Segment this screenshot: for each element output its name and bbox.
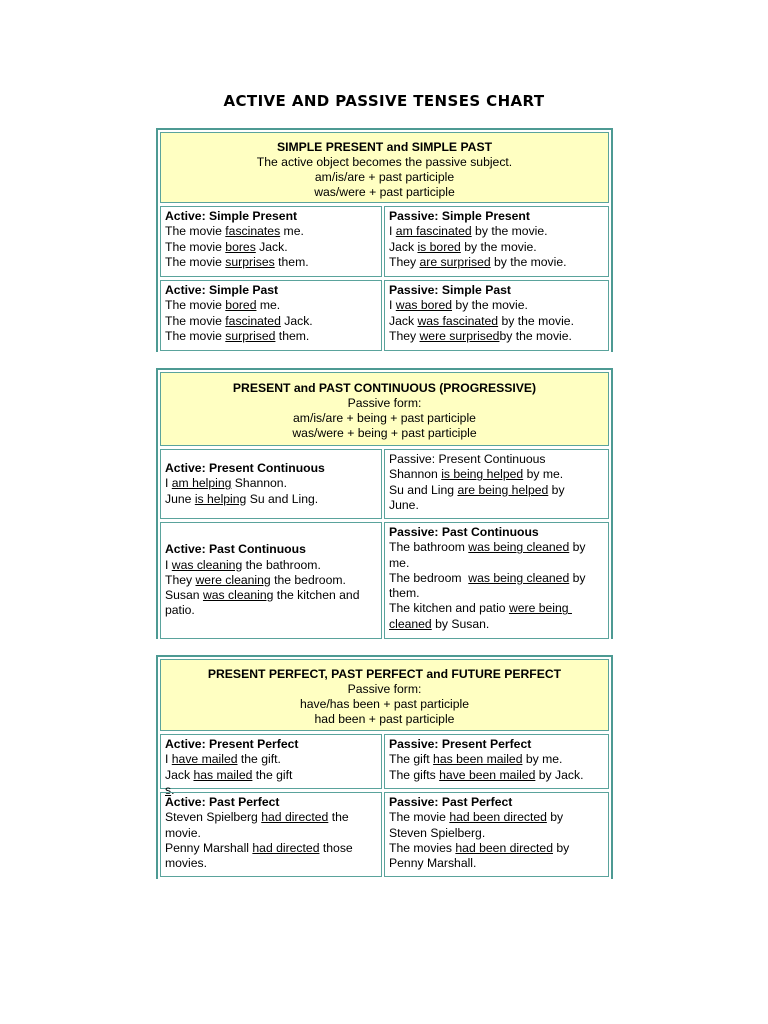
example-sentence (389, 601, 605, 616)
example-sentence (165, 224, 378, 239)
sentence-text: by the movie. (452, 298, 528, 313)
example-sentence (389, 841, 605, 856)
sentence-text: by (569, 570, 586, 585)
sentence-text: Su and Ling. (246, 491, 319, 506)
sentence-text: The kitchen and patio (389, 601, 509, 616)
example-sentence (389, 255, 605, 270)
table-row (160, 522, 609, 639)
example-sentence (165, 573, 378, 588)
cell-heading: Passive: Present Perfect (389, 737, 532, 751)
verb-phrase: had directed (261, 810, 329, 825)
verb-phrase: was bored (395, 298, 453, 313)
example-sentence (165, 841, 378, 856)
verb-phrase: fascinates (225, 224, 281, 239)
sentence-text: the bathroom. (242, 557, 321, 572)
sentence-text: Penny Marshall. (389, 856, 477, 871)
sentence-text: Shannon (389, 467, 442, 482)
sentence-text: by Susan. (431, 616, 490, 631)
sentence-text: by (546, 810, 564, 825)
sentence-text: The movie (165, 224, 226, 239)
sentence-text: by Jack. (535, 767, 584, 782)
example-sentence (389, 826, 605, 841)
tense-cell (160, 522, 382, 639)
sentence-text: Steven Spielberg. (389, 825, 486, 840)
sentence-text: me. (256, 298, 281, 313)
sentence-text: The movie (165, 298, 226, 313)
sentence-text: They (389, 254, 420, 269)
verb-phrase: am helping (171, 476, 232, 491)
section-perfect-tenses (156, 655, 613, 879)
verb-phrase: has been mailed (433, 752, 523, 767)
header-line: Passive form: (347, 396, 422, 410)
verb-phrase: cleaned (389, 616, 432, 631)
example-sentence (165, 826, 378, 841)
cell-heading: Passive: Past Perfect (389, 795, 513, 809)
cell-heading: Active: Present Continuous (165, 461, 325, 476)
sentence-text: The movie (165, 328, 226, 343)
example-sentence (165, 752, 378, 767)
sentence-text: The bedroom (389, 570, 469, 585)
table-row (160, 280, 609, 351)
section-header (160, 372, 609, 446)
example-sentence (165, 240, 378, 255)
sentence-text: patio. (165, 603, 195, 618)
sentence-text: The gift (389, 752, 434, 767)
example-sentence (389, 467, 605, 482)
sentence-text: by (552, 840, 570, 855)
sentence-text: the gift (252, 767, 293, 782)
sentence-text: Jack (389, 239, 418, 254)
sentence-text: Jack (165, 767, 194, 782)
section-header (160, 132, 609, 203)
verb-phrase: was cleaning (202, 588, 274, 603)
example-sentence (389, 483, 605, 498)
sentence-text: me. (389, 555, 410, 570)
table-row (160, 449, 609, 519)
verb-phrase: surprised (225, 328, 276, 343)
sentence-text: They (165, 572, 196, 587)
table-row (160, 206, 609, 277)
sentence-text: June. (389, 497, 419, 512)
sentence-text: The bathroom (389, 540, 469, 555)
tense-cell (160, 734, 382, 797)
example-sentence (389, 810, 605, 825)
example-sentence (389, 329, 605, 344)
example-sentence (165, 329, 378, 344)
sentence-text: by the movie. (499, 328, 572, 343)
sentence-text: by the movie. (471, 224, 548, 239)
verb-phrase: had been directed (449, 810, 547, 825)
example-sentence (165, 588, 378, 603)
sentence-text: I (165, 557, 172, 572)
header-line: Passive form: (347, 682, 422, 696)
sentence-text: Jack. (280, 313, 313, 328)
sentence-text: They (389, 328, 420, 343)
header-line: was/were + being + past participle (292, 426, 477, 440)
sentence-text: them. (389, 586, 420, 601)
verb-phrase: has mailed (193, 767, 253, 782)
example-sentence (389, 752, 605, 767)
sentence-text: by (548, 482, 565, 497)
table-row (160, 792, 609, 877)
verb-phrase: was being cleaned (468, 540, 570, 555)
sentence-text: Shannon. (231, 476, 287, 491)
example-sentence (165, 298, 378, 313)
cell-heading: Active: Past Continuous (165, 542, 306, 557)
verb-phrase: were being (508, 601, 572, 616)
tense-cell (160, 792, 382, 877)
tense-cell (384, 449, 609, 519)
sentence-text: by the movie. (460, 239, 537, 254)
sentence-text: by me. (522, 752, 563, 767)
sentence-text: I (389, 224, 396, 239)
sentence-text: them. (275, 328, 310, 343)
example-sentence (389, 498, 605, 513)
sentence-text: them. (274, 254, 309, 269)
example-sentence (389, 768, 605, 783)
verb-phrase: have been mailed (439, 767, 536, 782)
sentence-text: by the movie. (490, 254, 567, 269)
sentence-text: by me. (523, 467, 564, 482)
example-sentence (165, 810, 378, 825)
sentence-text: movies. (165, 856, 207, 871)
example-sentence (389, 856, 605, 871)
sentence-text: The movie (165, 313, 226, 328)
sentence-text: The movies (389, 840, 456, 855)
verb-phrase: is being helped (441, 467, 524, 482)
section-title: SIMPLE PRESENT and SIMPLE PAST (276, 140, 493, 154)
sentence-text: Jack. (255, 239, 288, 254)
example-sentence (165, 856, 378, 871)
sentence-text: The movie (389, 810, 450, 825)
verb-phrase: was fascinated (417, 313, 499, 328)
verb-phrase: have mailed (171, 752, 238, 767)
example-sentence (389, 314, 605, 329)
section-continuous-tenses (156, 368, 613, 639)
section-header (160, 659, 609, 731)
section-title: PRESENT PERFECT, PAST PERFECT and FUTURE PERFECT (207, 667, 562, 681)
example-sentence (165, 768, 378, 783)
sentence-text: those (319, 840, 353, 855)
verb-phrase: had directed (252, 840, 320, 855)
header-line: had been + past participle (314, 712, 455, 726)
cell-heading: Active: Simple Present (165, 209, 298, 223)
verb-phrase: was cleaning (171, 557, 243, 572)
sentence-text: . (171, 782, 175, 797)
section-title: PRESENT and PAST CONTINUOUS (PROGRESSIVE) (232, 381, 537, 395)
page-title: ACTIVE AND PASSIVE TENSES CHART (223, 92, 545, 110)
sentence-text: the kitchen and (273, 588, 360, 603)
example-sentence (389, 617, 605, 632)
verb-phrase: bores (225, 239, 256, 254)
cell-heading: Passive: Simple Past (389, 283, 511, 297)
example-sentence (389, 224, 605, 239)
sentence-text: The movie (165, 239, 226, 254)
header-line: have/has been + past participle (299, 697, 470, 711)
header-line: was/were + past participle (314, 185, 455, 199)
header-line: am/is/are + being + past participle (293, 411, 476, 425)
sentence-text: by (569, 540, 586, 555)
example-sentence (389, 586, 605, 601)
sentence-text: Susan (165, 588, 203, 603)
verb-phrase: were surprised (419, 328, 500, 343)
tense-cell (160, 280, 382, 351)
example-sentence (165, 314, 378, 329)
sentence-text: I (165, 752, 172, 767)
tense-cell (384, 734, 609, 789)
cell-heading: Passive: Simple Present (389, 209, 530, 223)
example-sentence (389, 240, 605, 255)
verb-phrase: is helping (194, 491, 247, 506)
sentence-text: The gifts (389, 767, 440, 782)
cell-heading: Passive: Present Continuous (389, 452, 546, 466)
example-sentence (165, 476, 378, 491)
example-sentence (389, 298, 605, 313)
sentence-text: the bedroom. (270, 572, 346, 587)
verb-phrase: bored (225, 298, 257, 313)
sentence-text: by the movie. (498, 313, 574, 328)
sentence-text: Jack (389, 313, 418, 328)
sentence-text: the (328, 810, 349, 825)
sentence-text: I (389, 298, 396, 313)
verb-phrase: is bored (417, 239, 461, 254)
verb-phrase: are surprised (419, 254, 491, 269)
cell-heading: Active: Past Perfect (165, 795, 280, 809)
verb-phrase: were cleaning (195, 572, 271, 587)
cell-heading: Passive: Past Continuous (389, 525, 539, 539)
verb-phrase: was being cleaned (468, 570, 570, 585)
verb-phrase: surprises (225, 254, 275, 269)
sentence-text: me. (280, 224, 304, 239)
example-sentence (389, 556, 605, 571)
example-sentence (165, 603, 378, 618)
cell-heading: Active: Simple Past (165, 283, 279, 297)
example-sentence (389, 571, 605, 586)
sentence-text: June (165, 491, 195, 506)
sentence-text: the gift. (237, 752, 281, 767)
verb-phrase: had been directed (455, 840, 553, 855)
example-sentence (165, 255, 378, 270)
sentence-text: The movie (165, 254, 226, 269)
example-sentence (165, 558, 378, 573)
sentence-text: I (165, 476, 172, 491)
table-row (160, 734, 609, 797)
verb-phrase: fascinated (225, 313, 281, 328)
sentence-text: Steven Spielberg (165, 810, 262, 825)
sentence-text: Penny Marshall (165, 840, 253, 855)
tense-cell (384, 522, 609, 639)
section-simple-tenses (156, 128, 613, 352)
tense-cell (384, 792, 609, 877)
tense-cell (384, 280, 609, 351)
sentence-text: Su and Ling (389, 482, 458, 497)
verb-phrase: s (165, 782, 172, 797)
tense-cell (384, 206, 609, 277)
tense-cell (160, 206, 382, 277)
example-sentence (165, 492, 378, 507)
verb-phrase: am fascinated (395, 224, 472, 239)
verb-phrase: are being helped (457, 482, 549, 497)
tense-cell (160, 449, 382, 519)
header-line: am/is/are + past participle (314, 170, 455, 184)
cell-heading: Active: Present Perfect (165, 737, 299, 751)
example-sentence (389, 540, 605, 555)
sentence-text: movie. (165, 825, 201, 840)
header-line: The active object becomes the passive subject. (256, 155, 513, 169)
